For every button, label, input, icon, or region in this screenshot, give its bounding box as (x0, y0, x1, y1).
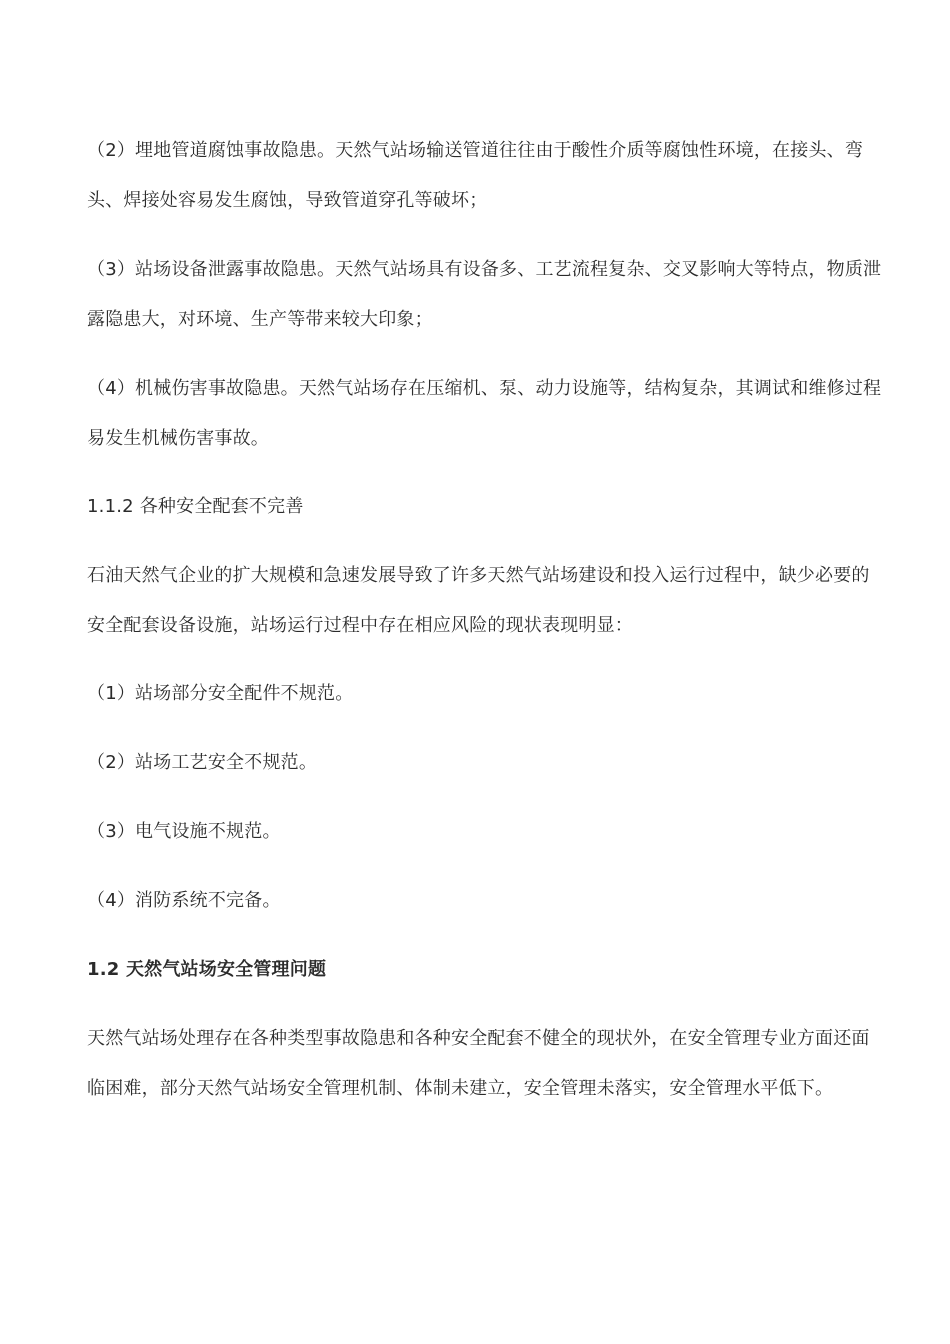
paragraph-buried-pipeline-corrosion: （2）埋地管道腐蚀事故隐患。天然气站场输送管道往往由于酸性介质等腐蚀性环境，在接头、弯头、焊接处容易发生腐蚀，导致管道穿孔等破坏； (87, 140, 864, 211)
section-heading-1-2: 1.2 天然气站场安全管理问题 (87, 959, 327, 980)
list-item-process-safety: （2）站场工艺安全不规范。 (87, 752, 318, 773)
paragraph-safety-facilities-intro: 石油天然气企业的扩大规模和急速发展导致了许多天然气站场建设和投入运行过程中，缺少必要的安全配套设备设施，站场运行过程中存在相应风险的现状表现明显： (87, 565, 870, 636)
paragraph-equipment-leak: （3）站场设备泄露事故隐患。天然气站场具有设备多、工艺流程复杂、交叉影响大等特点，物质泄露隐患大，对环境、生产等带来较大印象； (87, 259, 882, 330)
list-item-electrical: （3）电气设施不规范。 (87, 821, 281, 842)
list-item-safety-parts: （1）站场部分安全配件不规范。 (87, 683, 354, 704)
paragraph-mechanical-injury: （4）机械伤害事故隐患。天然气站场存在压缩机、泵、动力设施等，结构复杂，其调试和维修过程易发生机械伤害事故。 (87, 378, 882, 449)
section-heading-1-1-2: 1.1.2 各种安全配套不完善 (87, 496, 304, 517)
list-item-fire-system: （4）消防系统不完备。 (87, 890, 281, 911)
paragraph-safety-management: 天然气站场处理存在各种类型事故隐患和各种安全配套不健全的现状外，在安全管理专业方面还面临困难，部分天然气站场安全管理机制、体制未建立，安全管理未落实，安全管理水平低下。 (87, 1028, 870, 1099)
